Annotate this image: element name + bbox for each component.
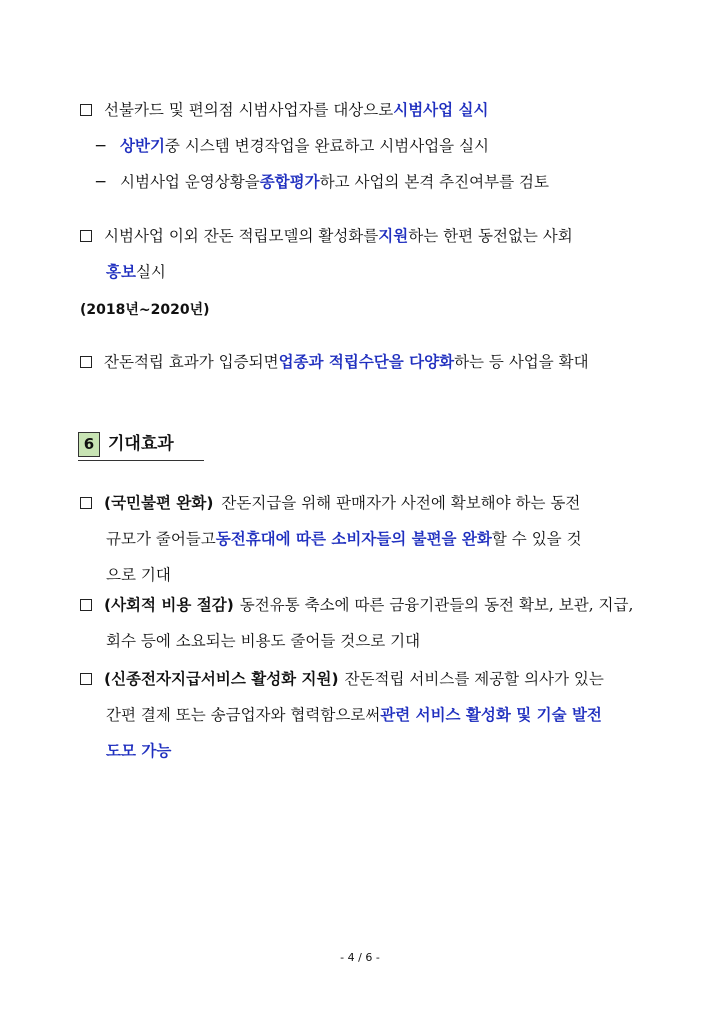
effect-line-1 — [80, 587, 643, 623]
item-text: 하는 등 사업을 확대 — [454, 353, 589, 371]
pilot-subitem — [80, 164, 643, 200]
item-text: 하고 사업의 본격 추진여부를 검토 — [319, 173, 549, 191]
checkbox-square-icon — [80, 356, 92, 368]
effect-line-2 — [80, 623, 643, 659]
item-text: 으로 기대 — [106, 566, 171, 584]
expand-item — [80, 344, 643, 380]
checkbox-square-icon — [80, 599, 92, 611]
effect-label: (신종전자지급서비스 활성화 지원) — [104, 670, 339, 688]
pilot-subitem — [80, 128, 643, 164]
item-text: 실시 — [135, 263, 166, 281]
item-highlight: 지원 — [378, 226, 409, 245]
section-number: 6 — [78, 432, 100, 457]
effect-line-1 — [80, 661, 643, 697]
dash-bullet-icon: ─ — [96, 173, 106, 191]
checkbox-square-icon — [80, 497, 92, 509]
effect-item — [80, 587, 643, 659]
item-highlight: 관련 서비스 활성화 및 기술 발전 — [380, 705, 602, 724]
item-text: 하는 한편 동전없는 사회 — [408, 227, 573, 245]
item-text: 시범사업 운영상황을 — [120, 173, 260, 191]
item-text: 동전유통 축소에 따른 금융기관들의 동전 확보, 보관, 지급, — [239, 596, 634, 614]
item-highlight: 시범사업 실시 — [393, 100, 489, 119]
item-highlight: 상반기 — [120, 136, 165, 155]
item-text: 시범사업 이외 잔돈 적립모델의 활성화를 — [104, 227, 379, 245]
checkbox-square-icon — [80, 104, 92, 116]
item-text: 선불카드 및 편의점 시범사업자를 대상으로 — [104, 101, 394, 119]
item-highlight: 홍보 — [106, 262, 136, 281]
effect-line-1 — [80, 485, 643, 521]
item-text: 규모가 줄어들고 — [106, 530, 216, 548]
effect-item — [80, 485, 643, 593]
item-text: 잔돈지급을 위해 판매자가 사전에 확보해야 하는 동전 — [221, 494, 581, 512]
item-text: 잔돈적립 효과가 입증되면 — [104, 353, 279, 371]
page-number: - 4 / 6 - — [340, 951, 380, 964]
effect-label: (사회적 비용 절감) — [104, 596, 234, 614]
item-text: 회수 등에 소요되는 비용도 줄어들 것으로 기대 — [106, 632, 421, 650]
item-highlight: 동전휴대에 따른 소비자들의 불편을 완화 — [215, 529, 492, 548]
support-line-1 — [80, 218, 643, 254]
item-highlight: 종합평가 — [259, 172, 320, 191]
item-text: 할 수 있을 것 — [491, 530, 582, 548]
effect-line-2 — [80, 521, 643, 557]
checkbox-square-icon — [80, 230, 92, 242]
period-label: (2018년~2020년) — [80, 302, 210, 318]
pilot-items — [80, 92, 643, 200]
effect-label: (국민불편 완화) — [104, 494, 214, 512]
support-item — [80, 218, 643, 290]
dash-bullet-icon: ─ — [96, 137, 106, 155]
item-text: 중 시스템 변경작업을 완료하고 시범사업을 실시 — [164, 137, 490, 155]
section-title: 기대효과 — [108, 434, 174, 454]
effect-line-2 — [80, 697, 643, 733]
item-highlight: 도모 가능 — [106, 741, 172, 760]
checkbox-square-icon — [80, 673, 92, 685]
item-highlight: 업종과 적립수단을 다양화 — [278, 352, 455, 371]
expand-line — [80, 344, 643, 380]
effect-item — [80, 661, 643, 769]
item-text: 잔돈적립 서비스를 제공할 의사가 있는 — [344, 670, 604, 688]
support-line-2 — [80, 254, 643, 290]
pilot-item — [80, 92, 643, 128]
item-text: 간편 결제 또는 송금업자와 협력함으로써 — [106, 706, 381, 724]
effect-line-3 — [80, 733, 643, 769]
section-heading — [78, 432, 204, 461]
